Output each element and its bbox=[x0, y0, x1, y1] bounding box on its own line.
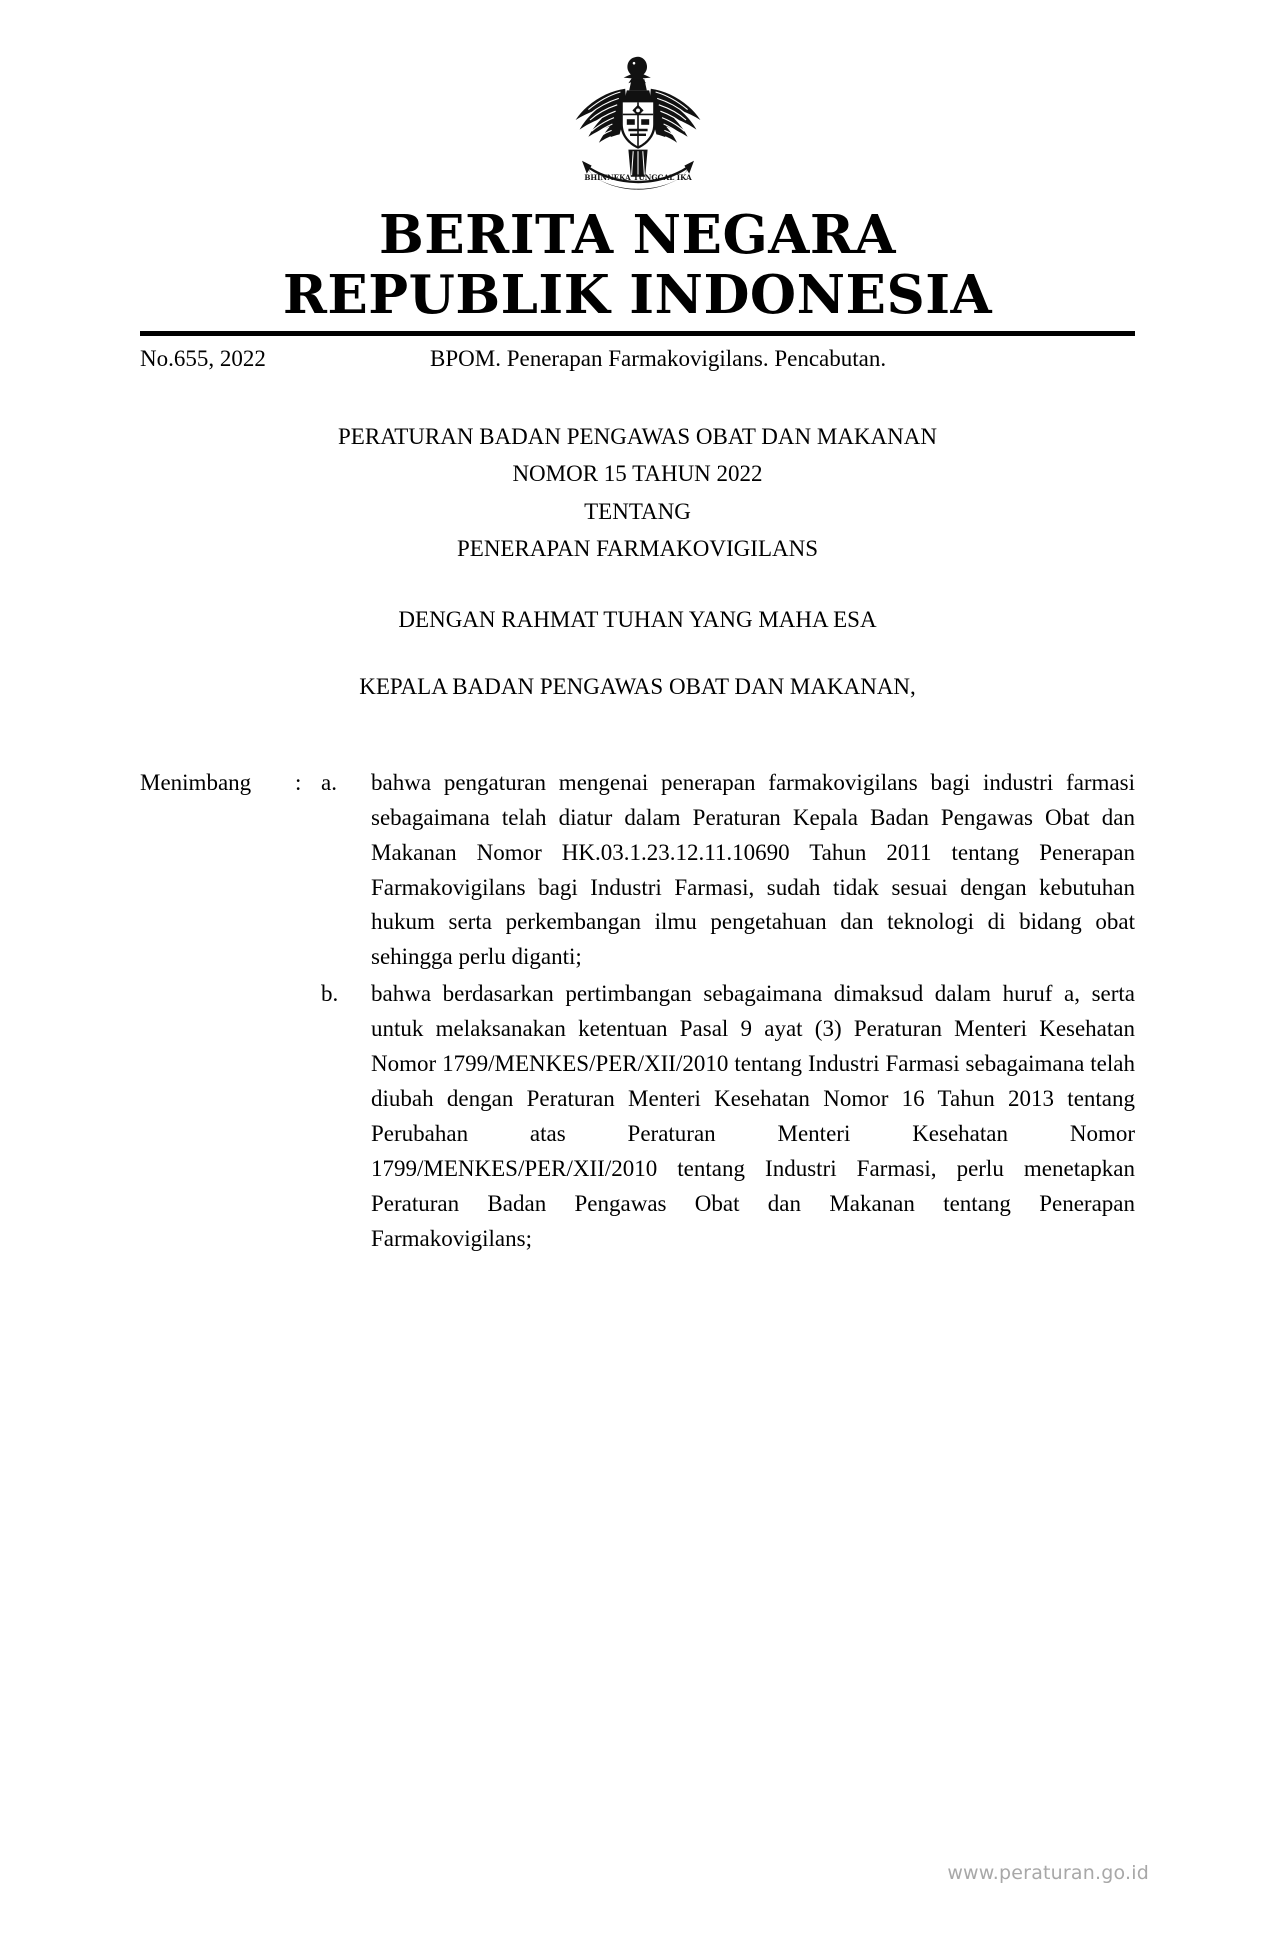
heading-line-4: PENERAPAN FARMAKOVIGILANS bbox=[456, 535, 818, 561]
heading-spacer-2 bbox=[160, 638, 1115, 668]
heading-line-1: PERATURAN BADAN PENGAWAS OBAT DAN MAKANAN bbox=[338, 424, 937, 450]
considerations-colon: : bbox=[295, 769, 302, 795]
issue-number: No.655, 2022 bbox=[140, 346, 266, 372]
consideration-item-a bbox=[140, 766, 1135, 976]
masthead-title bbox=[0, 204, 1275, 326]
consideration-marker-a: a. bbox=[321, 769, 337, 795]
masthead-line-1: BERITA NEGARA bbox=[378, 204, 897, 266]
garuda-pancasila-emblem bbox=[558, 52, 718, 200]
heading-line-3: TENTANG bbox=[584, 498, 691, 524]
masthead-line-2: REPUBLIK INDONESIA bbox=[282, 263, 993, 326]
consideration-text-b: bahwa berdasarkan pertimbangan sebagaimana dimaksud dalam huruf a, serta untuk melaksanakan ketentuan Pasal 9 ayat (3) Peraturan Menteri Kesehatan Nomor 1799/MENKES/PER/XII/2010 tentang Industri Farmasi sebagaimana telah diubah dengan Peraturan Menteri Kesehatan Nomor 16 Tahun 2013 tentang Perubahan atas Peraturan Menteri Kesehatan Nomor 1799/MENKES/PER/XII/2010 tentang Industri Farmasi, perlu menetapkan Peraturan Badan Pengawas Obat dan Makanan tentang Penerapan Farmakovigilans; bbox=[371, 981, 1135, 1252]
regulation-heading bbox=[160, 418, 1115, 706]
heading-line-2: NOMOR 15 TAHUN 2022 bbox=[512, 461, 763, 487]
footer-watermark: www.peraturan.go.id bbox=[947, 1862, 1149, 1884]
consideration-text-a: bahwa pengaturan mengenai penerapan farmakovigilans bagi industri farmasi sebagaimana telah diatur dalam Peraturan Kepala Badan Pengawas Obat dan Makanan Nomor HK.03.1.23.12.11.10690 Tahun 2011 tentang Penerapan Farmakovigilans bagi Industri Farmasi, sudah tidak sesuai dengan kebutuhan hukum serta perkembangan ilmu pengetahuan dan teknologi di bidang obat sehingga perlu diganti; bbox=[371, 769, 1135, 970]
heading-invocation: DENGAN RAHMAT TUHAN YANG MAHA ESA bbox=[398, 607, 877, 633]
heading-authority: KEPALA BADAN PENGAWAS OBAT DAN MAKANAN, bbox=[359, 674, 916, 700]
issue-subject: BPOM. Penerapan Farmakovigilans. Pencabutan. bbox=[430, 346, 887, 372]
consideration-marker-b: b. bbox=[321, 981, 339, 1007]
masthead bbox=[0, 0, 1275, 326]
heading-spacer-1 bbox=[160, 567, 1115, 601]
consideration-item-b bbox=[140, 977, 1135, 1257]
masthead-divider bbox=[140, 331, 1135, 336]
considerations-label: Menimbang bbox=[140, 769, 252, 795]
issue-line bbox=[140, 344, 1135, 374]
considerations-section bbox=[140, 766, 1135, 1257]
svg-text:BHINNEKA TUNGGAL IKA: BHINNEKA TUNGGAL IKA bbox=[583, 173, 692, 182]
